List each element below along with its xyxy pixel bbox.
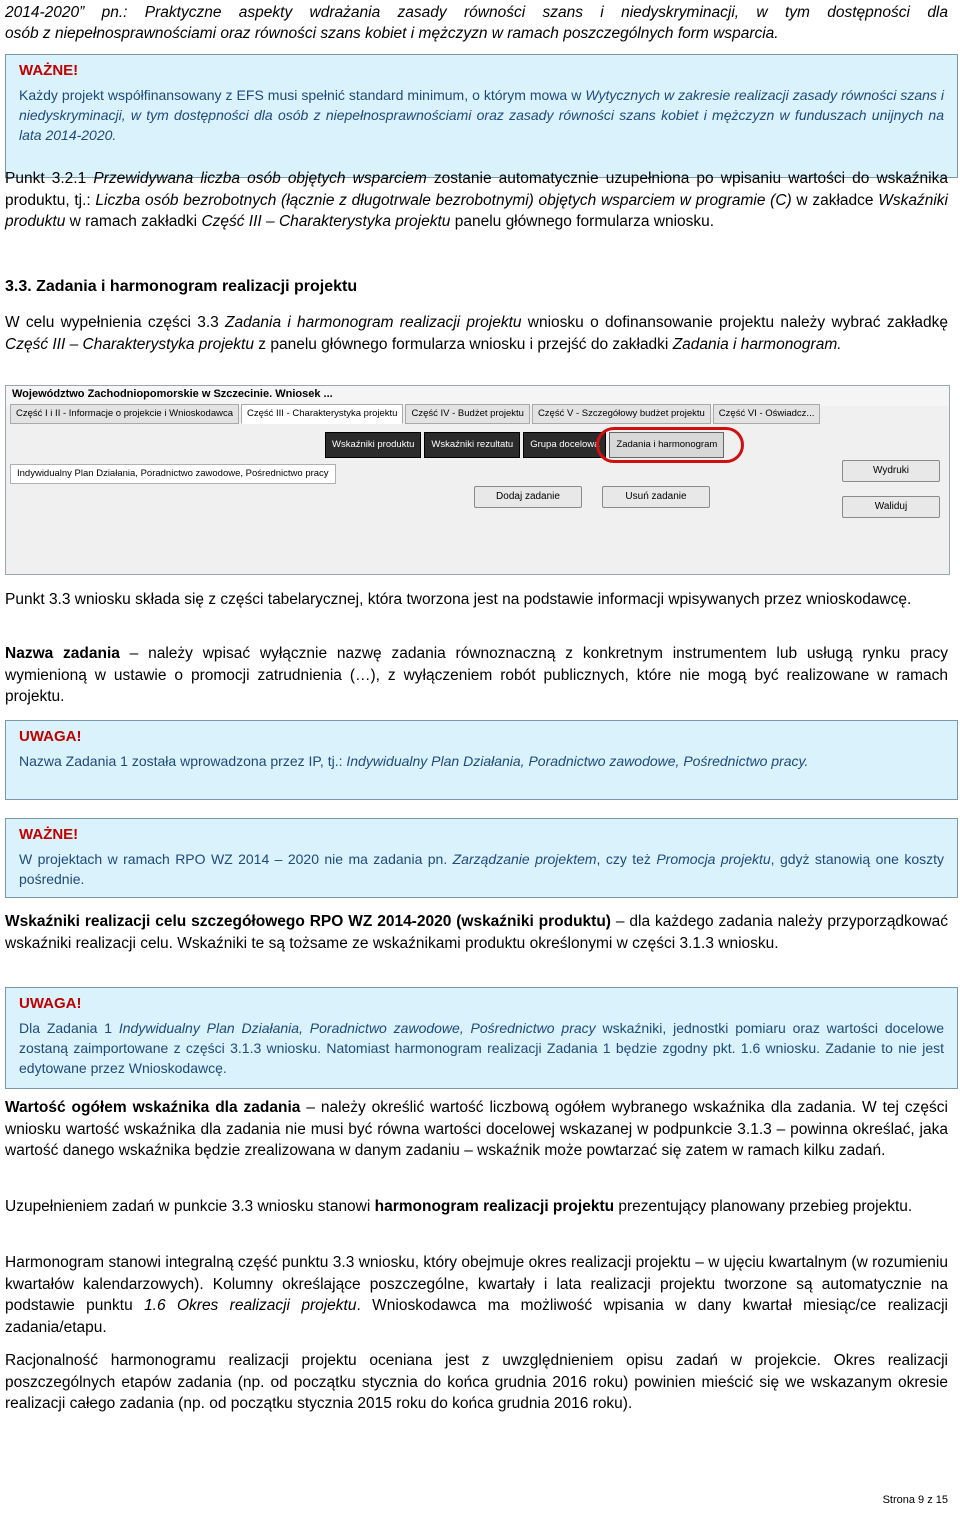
paragraph-total-value: Wartość ogółem wskaźnika dla zadania – należy określić wartość liczbową ogółem wybranego wskaźnika dla zadania. W tej części wniosku wartość wskaźnika dla zadania nie musi być równa wartości docelowej wskazanej w podpunkcie 3.1.3 – powinna określać, jaka wartość danego wskaźnika będzie zrealizowana w danym zadaniu – wskaźnik może powtarzać się zatem w ramach kilku zadań. xyxy=(5,1099,948,1159)
paragraph-indicators: Wskaźniki realizacji celu szczegółowego RPO WZ 2014-2020 (wskaźniki produktu) – dla każdego zadania należy przyporządkować wskaźniki realizacji celu. Wskaźniki te są tożsame ze wskaźnikami produktu określonymi w części 3.1.3 wniosku. xyxy=(5,913,948,952)
box-heading: UWAGA! xyxy=(19,728,82,745)
tab-part-5[interactable]: Część V - Szczegółowy budżet projektu xyxy=(532,404,711,424)
validate-button[interactable]: Waliduj xyxy=(842,496,940,518)
paragraph-schedule-intro: Uzupełnieniem zadań w punkcie 3.3 wniosku stanowi harmonogram realizacji projektu prezentujący planowany przebieg projektu. xyxy=(5,1198,913,1215)
task-tab-1[interactable]: Indywidualny Plan Działania, Poradnictwo zawodowe, Pośrednictwo pracy xyxy=(10,464,336,484)
note-box-2 xyxy=(5,987,958,1089)
box-heading: WAŻNE! xyxy=(19,62,79,79)
header-line-2: osób z niepełnosprawnościami oraz równości szans kobiet i mężczyzn w ramach poszczególnych form wsparcia. xyxy=(5,25,779,42)
important-box-2 xyxy=(5,818,958,898)
remove-task-button[interactable]: Usuń zadanie xyxy=(602,486,710,508)
paragraph-w-celu: W celu wypełnienia części 3.3 Zadania i harmonogram realizacji projektu wniosku o dofinansowanie projektu należy wybrać zakładkę Część III – Charakterystyka projektu z panelu głównego formularza wniosku i przejść do zakładki Zadania i harmonogram. xyxy=(5,314,948,353)
box-text: W projektach w ramach RPO WZ 2014 – 2020 nie ma zadania pn. Zarządzanie projektem, czy też Promocja projektu, gdyż stanowią one koszty pośrednie. xyxy=(19,851,945,887)
paragraph-task-name: Nazwa zadania – należy wpisać wyłącznie nazwę zadania równoznaczną z konkretnym instrumentem lub usługą rynku pracy wymienioną w ustawie o promocji zatrudnienia (…), z wyłączeniem robót publicznych, które nie mogą być realizowane w ramach projektu. xyxy=(5,645,948,705)
paragraph-1: Punkt 3.3 wniosku składa się z części tabelarycznej, która tworzona jest na podstawie informacji wpisywanych przez wnioskodawcę. xyxy=(5,591,912,608)
header-line-1: 2014-2020” pn.: Praktyczne aspekty wdrażania zasady równości szans i niedyskryminacji, w tym dostępności dla xyxy=(5,4,948,21)
paragraph-schedule: Harmonogram stanowi integralną część punktu 3.3 wniosku, który obejmuje okres realizacji projektu – w ujęciu kwartalnym (w rozumieniu kwartałów kalendarzowych). Kolumny określające poszczególne, kwartały i lata realizacji projektu tworzone są automatycznie na podstawie punktu 1.6 Okres realizacji projektu. Wnioskodawca ma możliwość wpisania w dany kwartał miesiąc/ce realizacji zadania/etapu. xyxy=(5,1254,948,1336)
tab-part-6[interactable]: Część VI - Oświadcz... xyxy=(713,404,821,424)
sub-tabs xyxy=(10,430,945,460)
box-heading: WAŻNE! xyxy=(19,826,79,843)
tab-part-4[interactable]: Część IV - Budżet projektu xyxy=(405,404,529,424)
tab-tasks-schedule[interactable]: Zadania i harmonogram xyxy=(609,432,724,458)
box-text: Dla Zadania 1 Indywidualny Plan Działania, Poradnictwo zawodowe, Pośrednictwo pracy wskaźniki, jednostki pomiaru oraz wartości docelowe zostaną zaimportowane z części 3.1.3 wniosku. Natomiast harmonogram realizacji Zadania 1 będzie zgodny pkt. 1.6 wniosku. Zadanie to nie jest edytowane przez Wnioskodawcę. xyxy=(19,1020,944,1076)
note-box-1 xyxy=(5,720,958,800)
prints-button[interactable]: Wydruki xyxy=(842,460,940,482)
page-number: Strona 9 z 15 xyxy=(882,1494,948,1506)
box-heading: UWAGA! xyxy=(19,995,82,1012)
highlight-ring xyxy=(596,427,744,463)
window-title: Województwo Zachodniopomorskie w Szczecinie. Wniosek ... xyxy=(6,386,949,406)
paragraph-punkt-321: Punkt 3.2.1 Przewidywana liczba osób objętych wsparciem zostanie automatycznie uzupełniona po wpisaniu wartości do wskaźnika produktu, tj.: Liczba osób bezrobotnych (łącznie z długotrwale bezrobotnymi) objętych wsparciem w programie (C) w zakładce Wskaźniki produktu w ramach zakładki Część III – Charakterystyka projektu panelu głównego formularza wniosku. xyxy=(5,170,948,230)
main-tabs xyxy=(10,404,945,424)
task-tabs xyxy=(10,464,945,484)
add-task-button[interactable]: Dodaj zadanie xyxy=(474,486,582,508)
box-text: Każdy projekt współfinansowany z EFS musi spełnić standard minimum, o którym mowa w Wytycznych w zakresie realizacji zasady równości szans i niedyskryminacji, w tym dostępności dla osób z niepełnosprawnościami oraz zasady równości szans kobiet i mężczyzn w funduszach unijnych na lata 2014-2020. xyxy=(19,87,944,143)
box-text: Nazwa Zadania 1 została wprowadzona przez IP, tj.: Indywidualny Plan Działania, Poradnictwo zawodowe, Pośrednictwo pracy. xyxy=(19,753,809,769)
tab-product-indicators[interactable]: Wskaźniki produktu xyxy=(325,432,421,458)
tab-part-1-2[interactable]: Część I i II - Informacje o projekcie i Wnioskodawca xyxy=(10,404,239,424)
important-box-1 xyxy=(5,54,958,178)
section-title: 3.3. Zadania i harmonogram realizacji projektu xyxy=(5,278,358,295)
paragraph-rationality: Racjonalność harmonogramu realizacji projektu oceniana jest z uwzględnieniem opisu zadań w projekcie. Okres realizacji poszczególnych etapów zadania (np. od początku stycznia do końca grudnia 2016 roku) powinien mieścić się we wskazanym okresie realizacji całego zadania (np. od początku stycznia 2015 roku do końca grudnia 2016 roku). xyxy=(5,1352,948,1412)
tab-result-indicators[interactable]: Wskaźniki rezultatu xyxy=(424,432,520,458)
tab-part-3[interactable]: Część III - Charakterystyka projektu xyxy=(241,404,403,424)
application-screenshot xyxy=(5,385,950,575)
tab-target-group[interactable]: Grupa docelowa xyxy=(523,432,606,458)
